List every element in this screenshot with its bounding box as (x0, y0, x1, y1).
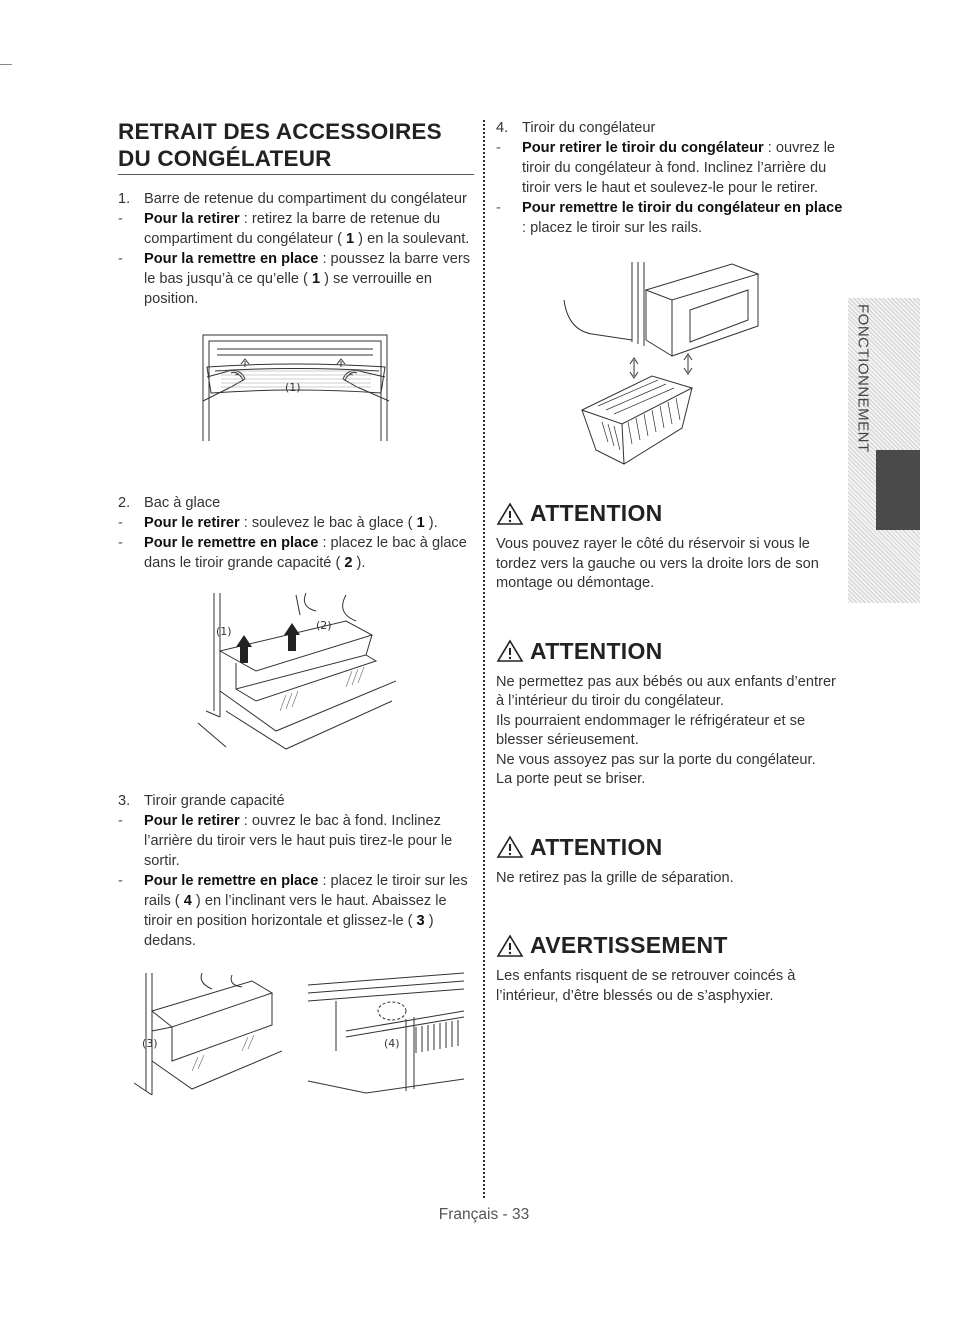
notice-text: Ne retirez pas la grille de séparation. (496, 869, 734, 886)
step-remove: - Pour le retirer : soulevez le bac à glace ( 1 ). (118, 515, 438, 531)
item-4 (496, 118, 848, 470)
svg-text:(3): (3) (142, 1037, 158, 1050)
freezer-drawer-illustration (562, 260, 782, 470)
drawer-rails-illustration (306, 971, 466, 1095)
item-heading: 3. Tiroir grande capacité (118, 793, 285, 809)
ice-bin-illustration (196, 591, 396, 751)
page-footer: Français - 33 (438, 1206, 530, 1223)
step-replace: - Pour le remettre en place : placez le bac à glace dans le tiroir grande capacité ( 2 ). (118, 535, 467, 571)
side-tab-marker (876, 450, 920, 530)
step-remove: - Pour la retirer : retirez la barre de retenue du compartiment du congélateur ( 1 ) en la soulevant. (118, 211, 470, 247)
warning-triangle-icon (496, 502, 524, 526)
notice-3 (496, 834, 848, 889)
step-replace: - Pour le remettre en place : placez le tiroir sur les rails ( 4 ) en l’inclinant vers le haut. Abaissez le tiroir en position horizontale et glissez-le ( 3 ) dedans. (118, 873, 468, 949)
notice-title: AVERTISSEMENT (496, 932, 848, 959)
side-tab-label: FONCTIONNEMENT (854, 303, 872, 453)
notice-4 (496, 932, 848, 1006)
warning-triangle-icon (496, 639, 524, 663)
step-remove: - Pour le retirer : ouvrez le bac à fond. Inclinez l’arrière du tiroir vers le haut puis tirez-le pour le sortir. (118, 813, 453, 869)
svg-text:(4): (4) (384, 1037, 400, 1050)
svg-text:(1): (1) (285, 381, 301, 394)
notice-title: ATTENTION (496, 500, 848, 527)
drawer-figures (118, 971, 474, 1095)
right-column (496, 118, 848, 1006)
notice-1 (496, 500, 848, 594)
item-heading: 4. Tiroir du congélateur (496, 120, 656, 136)
section-title: RETRAIT DES ACCESSOIRES DU CONGÉLATEUR (118, 118, 474, 175)
notice-2 (496, 638, 848, 790)
svg-text:(2): (2) (316, 619, 332, 632)
notice-title: ATTENTION (496, 834, 848, 861)
item-heading: 2. Bac à glace (118, 495, 221, 511)
notice-title: ATTENTION (496, 638, 848, 665)
step-remove: - Pour retirer le tiroir du congélateur : ouvrez le tiroir du congélateur à fond. Inclinez l’arrière du tiroir vers le haut et soulevez-le pour le retirer. (496, 140, 836, 196)
item-1 (118, 189, 474, 443)
item-2 (118, 493, 474, 751)
step-replace: - Pour remettre le tiroir du congélateur en place : placez le tiroir sur les rails. (496, 200, 843, 236)
drawer-tilt-illustration (132, 971, 282, 1095)
crop-mark (0, 64, 12, 65)
item-heading: 1. Barre de retenue du compartiment du congélateur (118, 191, 467, 207)
item-3 (118, 791, 474, 1095)
svg-text:(1): (1) (216, 625, 232, 638)
warning-triangle-icon (496, 934, 524, 958)
retaining-bar-illustration (201, 331, 391, 443)
warning-triangle-icon (496, 835, 524, 859)
left-column (118, 118, 474, 1095)
column-divider (483, 120, 485, 1198)
step-replace: - Pour la remettre en place : poussez la barre vers le bas jusqu’à ce qu’elle ( 1 ) se verrouille en position. (118, 251, 471, 307)
notice-text: Les enfants risquent de se retrouver coincés à l’intérieur, d’être blessés ou de s’asphyxier. (496, 968, 796, 1004)
notice-text: Vous pouvez rayer le côté du réservoir si vous le tordez vers la gauche ou vers la droite lors de son montage ou démontage. (496, 536, 819, 591)
section-side-tab (848, 298, 920, 603)
notice-text: Ne permettez pas aux bébés ou aux enfants d’entrer à l’intérieur du tiroir du congélateur. Ils pourraient endommager le réfrigérateur et se blesser sérieusement. Ne vous assoyez pas sur la porte du congélateur. La porte peut se briser. (496, 673, 836, 787)
